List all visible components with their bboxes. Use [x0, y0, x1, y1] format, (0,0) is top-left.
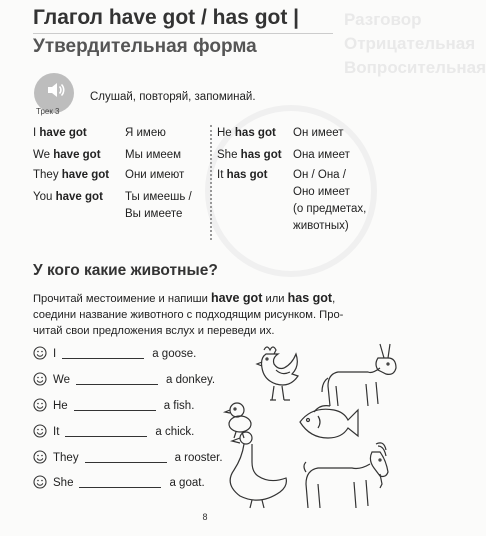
answer-blank[interactable]	[76, 384, 158, 385]
grammar-translation: Ты имеешь /	[125, 191, 192, 203]
grammar-row: I have got	[33, 127, 87, 139]
page-subtitle: Утвердительная форма	[33, 36, 257, 57]
speaker-icon	[46, 80, 66, 100]
task-instructions: Прочитай местоимение и напиши have got или has got, соедини название животного с подходящим рисунком. Про- читай свои предложения вслух и переведи их.	[33, 291, 344, 337]
page-title: Глагол have got / has got |	[33, 6, 300, 29]
listen-instruction: Слушай, повторяй, запоминай.	[90, 91, 256, 103]
smiley-icon	[33, 475, 47, 489]
track-label: Трек 3	[36, 107, 60, 116]
grammar-translation: Они имеют	[125, 169, 185, 181]
grammar-row: We have got	[33, 149, 101, 161]
smiley-icon	[33, 346, 47, 360]
smiley-icon	[33, 398, 47, 412]
section-title: У кого какие животные?	[33, 262, 218, 279]
grammar-row: You have got	[33, 191, 103, 203]
answer-blank[interactable]	[79, 487, 161, 488]
grammar-translation: животных)	[293, 220, 349, 232]
grammar-translation: Я имею	[125, 127, 166, 139]
exercise-row: I a goose.	[33, 346, 196, 360]
title-divider	[33, 33, 333, 34]
answer-blank[interactable]	[74, 410, 156, 411]
grammar-row: It has got	[217, 169, 268, 181]
exercise-row: They a rooster.	[33, 450, 223, 464]
smiley-icon	[33, 372, 47, 386]
goose-picture[interactable]	[222, 430, 290, 510]
grammar-translation: (о предметах,	[293, 203, 367, 215]
grammar-translation: Он имеет	[293, 127, 344, 139]
smiley-icon	[33, 450, 47, 464]
smiley-icon	[33, 424, 47, 438]
grammar-translation: Он / Она /	[293, 169, 346, 181]
exercise-row: She a goat.	[33, 475, 205, 489]
grammar-translation: Оно имеет	[293, 186, 350, 198]
grammar-row: They have got	[33, 169, 110, 181]
page-number: 8	[202, 512, 208, 522]
goat-picture[interactable]	[300, 438, 400, 512]
faded-bleed-text: Разговор Отрицательная Вопросительная	[344, 10, 486, 77]
answer-blank[interactable]	[65, 436, 147, 437]
exercise-row: He a fish.	[33, 398, 194, 412]
grammar-translation: Она имеет	[293, 149, 350, 161]
grammar-translation: Вы имеете	[125, 208, 183, 220]
exercise-row: It a chick.	[33, 424, 194, 438]
grammar-row: He has got	[217, 127, 276, 139]
answer-blank[interactable]	[62, 358, 144, 359]
grammar-translation: Мы имеем	[125, 149, 182, 161]
exercise-row: We a donkey.	[33, 372, 215, 386]
grammar-divider	[210, 125, 212, 240]
answer-blank[interactable]	[85, 462, 167, 463]
grammar-row: She has got	[217, 149, 282, 161]
